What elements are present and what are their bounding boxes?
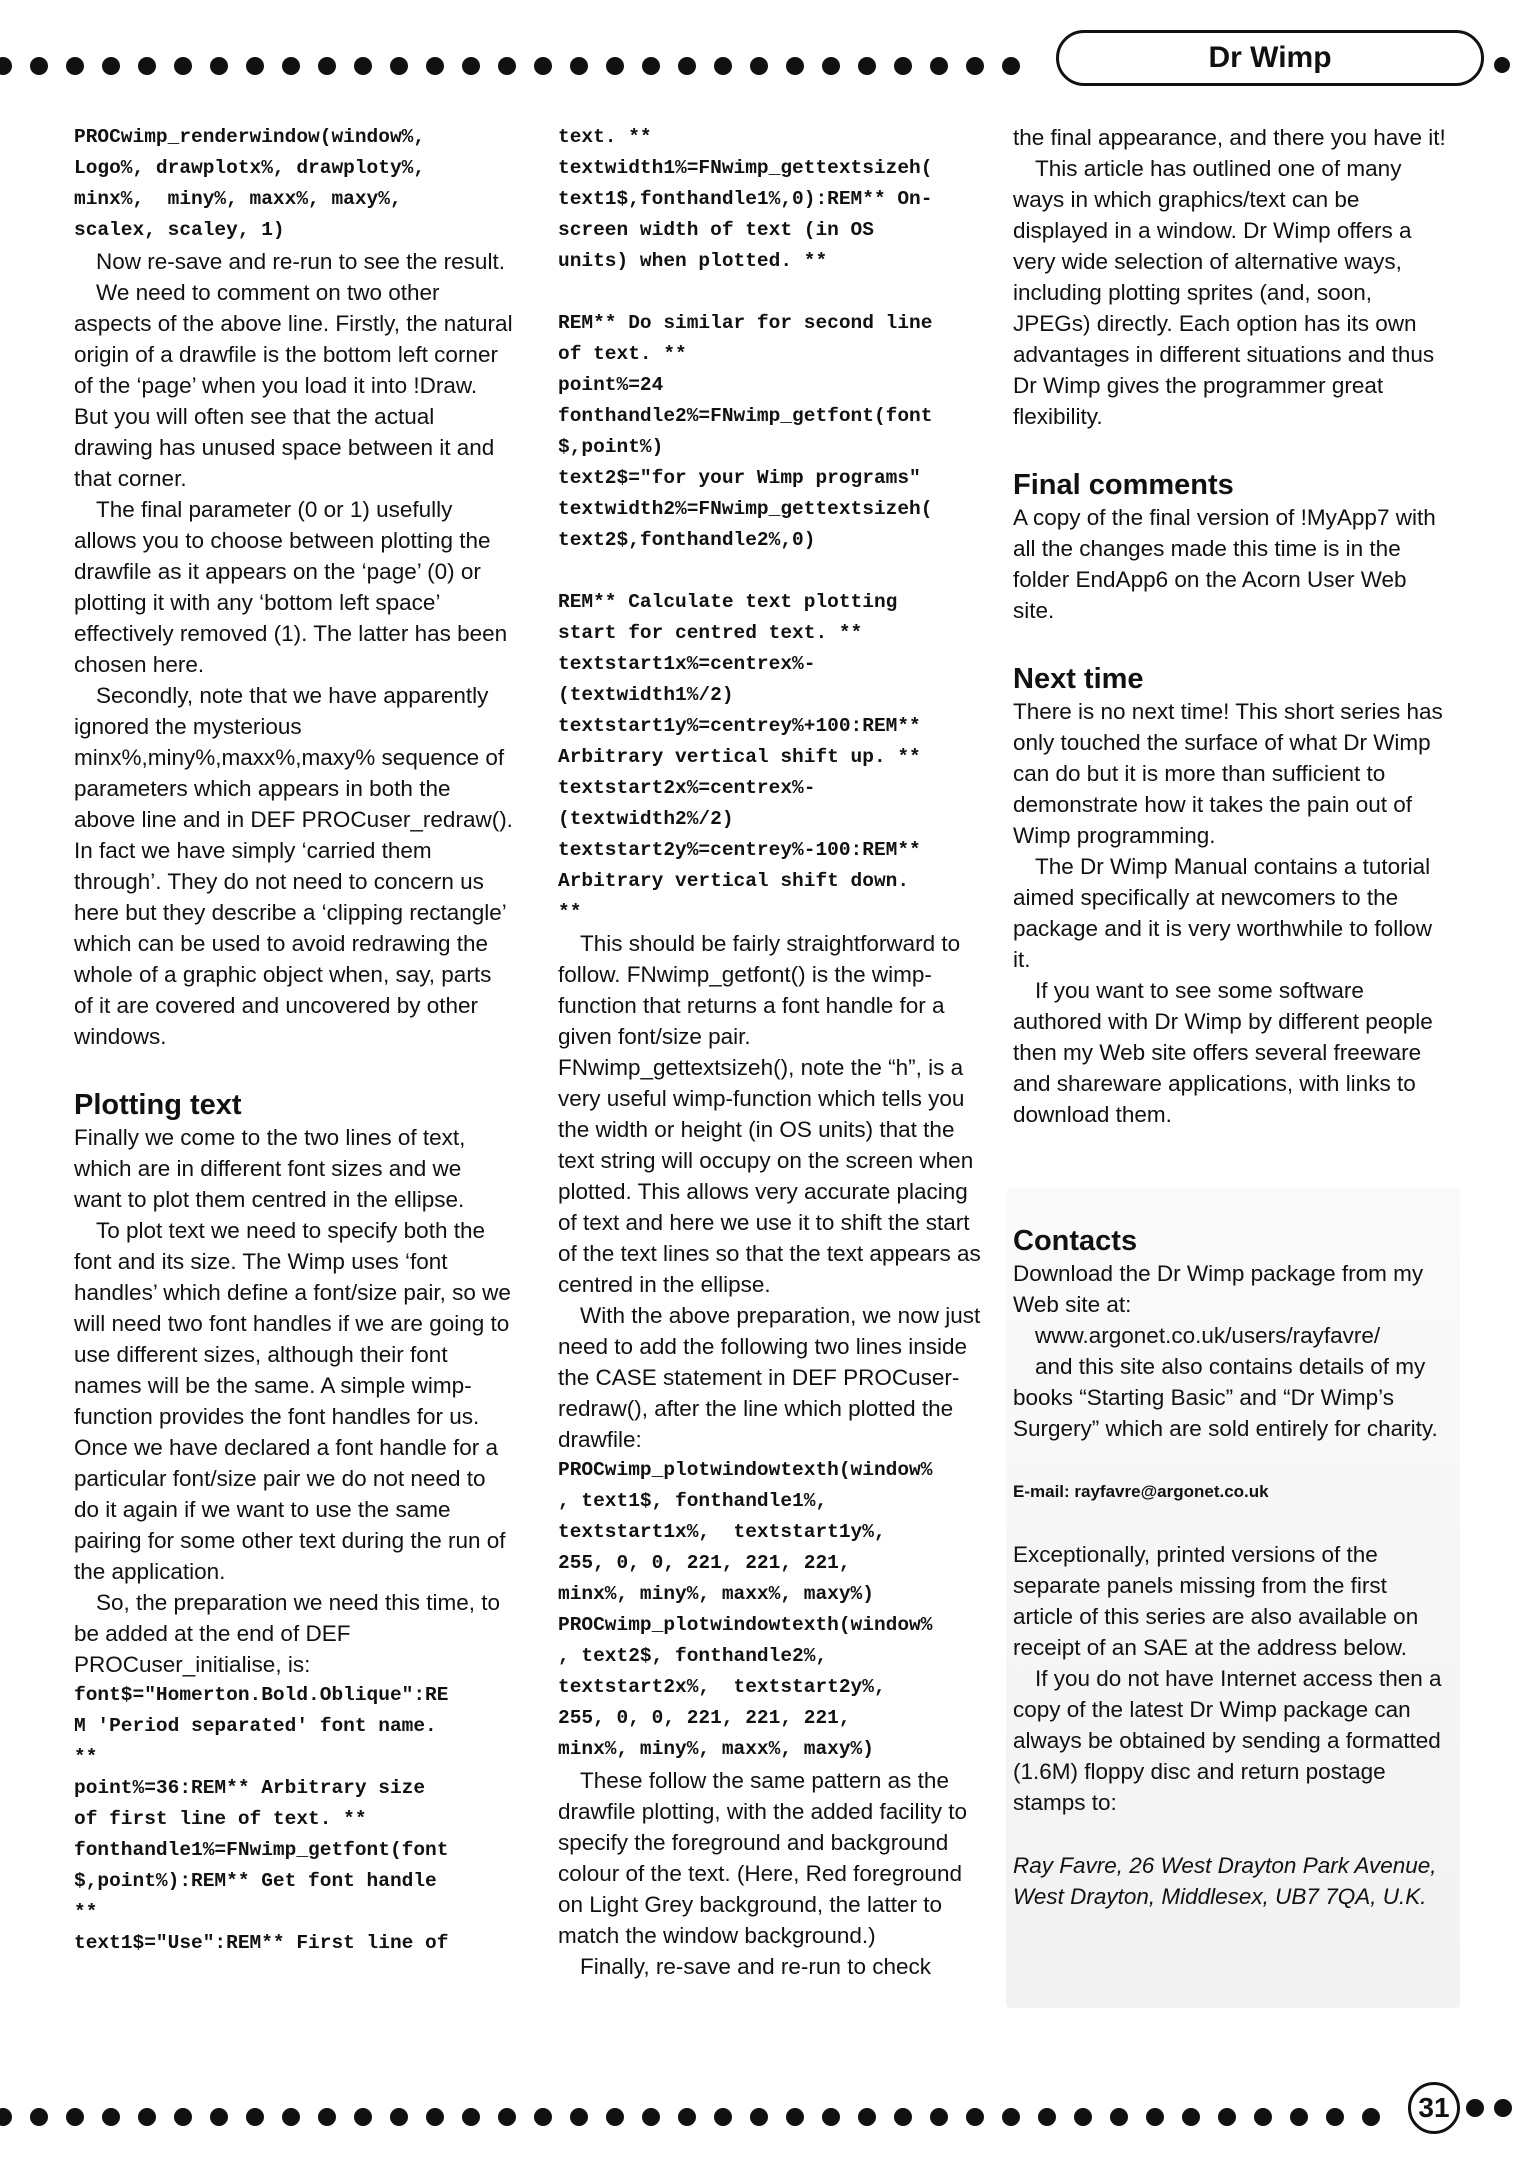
- decorative-dot-icon: [750, 2108, 768, 2126]
- paragraph: If you do not have Internet access then a copy of the latest Dr Wimp package can always be obtained by sending a formatted (1.6M) floppy disc and return postage stamps to:: [1013, 1666, 1442, 1815]
- decorative-dot-icon: [570, 2108, 588, 2126]
- decorative-dot-icon: [246, 2108, 264, 2126]
- decorative-dot-icon: [1002, 2108, 1020, 2126]
- decorative-dot-icon: [246, 57, 264, 75]
- decorative-dot-icon: [1466, 2099, 1484, 2117]
- decorative-dot-icon: [1146, 2108, 1164, 2126]
- decorative-dot-icon: [30, 2108, 48, 2126]
- website-link[interactable]: www.argonet.co.uk/users/rayfavre/: [1035, 1323, 1381, 1348]
- section-title-badge: [1056, 30, 1484, 86]
- section-heading: Plotting text: [74, 1089, 242, 1121]
- paragraph: With the above preparation, we now just need to add the following two lines inside the CASE statement in DEF PROCuser-redraw(), after the line which plotted the drawfile:: [558, 1303, 981, 1452]
- column-3: [1013, 122, 1453, 1130]
- decorative-dot-icon: [1074, 2108, 1092, 2126]
- code-block: REM** Calculate text plotting start for centred text. ** textstart1x%=centrex%- (textwidth1%/2) textstart1y%=centrey%+100:REM** Arbitrary vertical shift up. ** textstart2x%=centrex%- (textwidth2%/2) textstart2y%=centrey%-100:REM** Arbitrary vertical shift down. **: [558, 591, 921, 923]
- paragraph: Finally we come to the two lines of text, which are in different font sizes and we want to plot them centred in the ellipse.: [74, 1125, 466, 1212]
- decorative-dot-icon: [750, 57, 768, 75]
- decorative-dot-icon: [858, 57, 876, 75]
- paragraph: the final appearance, and there you have it!: [1013, 125, 1446, 150]
- paragraph: The Dr Wimp Manual contains a tutorial aimed specifically at newcomers to the package and it is very worthwhile to follow it.: [1013, 854, 1432, 972]
- paragraph: There is no next time! This short series has only touched the surface of what Dr Wimp can do but it is more than sufficient to demonstrate how it takes the pain out of Wimp programming.: [1013, 699, 1443, 848]
- code-block: text. ** textwidth1%=FNwimp_gettextsizeh( text1$,fonthandle1%,0):REM** On- screen width of text (in OS units) when plotted. **: [558, 126, 933, 272]
- contacts-heading: Contacts: [1013, 1225, 1138, 1257]
- page-number-badge: [1408, 2082, 1460, 2134]
- code-block: PROCwimp_plotwindowtexth(window% , text1$, fonthandle1%, textstart1x%, textstart1y%, 255, 0, 0, 221, 221, 221, minx%, miny%, maxx%, maxy%) PROCwimp_plotwindowtexth(window% , text2$, fonthandle2%, textstart2x%, textstart2y%, 255, 0, 0, 221, 221, 221, minx%, miny%, maxx%, maxy%): [558, 1459, 933, 1760]
- paragraph: The final parameter (0 or 1) usefully allows you to choose between plotting the drawfile as it appears on the ‘page’ (0) or plotting it with any ‘bottom left space’ effectively removed (1). The latter has been chosen here.: [74, 497, 508, 677]
- decorative-dot-icon: [318, 57, 336, 75]
- paragraph: and this site also contains details of my books “Starting Basic” and “Dr Wimp’s Surgery” which are sold entirely for charity.: [1013, 1354, 1438, 1441]
- decorative-dot-icon: [102, 57, 120, 75]
- code-block: font$="Homerton.Bold.Oblique":RE M 'Period separated' font name. ** point%=36:REM** Arbitrary size of first line of text. ** fonthandle1%=FNwimp_getfont(font $,point%):REM** Get font handle ** text1$="Use":REM** First line of: [74, 1684, 449, 1954]
- paragraph: So, the preparation we need this time, to be added at the end of DEF PROCuser_initialise, is:: [74, 1590, 500, 1677]
- decorative-dot-icon: [534, 57, 552, 75]
- decorative-dot-icon: [894, 57, 912, 75]
- paragraph: This article has outlined one of many ways in which graphics/text can be displayed in a window. Dr Wimp offers a very wide selection of alternative ways, including plotting sprites (and, soon, JPEGs) directly. Each option has its own advantages in different situations and thus Dr Wimp gives the programmer great flexibility.: [1013, 156, 1435, 429]
- decorative-dot-icon: [1218, 2108, 1236, 2126]
- decorative-dot-icon: [1038, 2108, 1056, 2126]
- decorative-dot-icon: [282, 57, 300, 75]
- decorative-dot-icon: [1362, 2108, 1380, 2126]
- decorative-dot-icon: [138, 2108, 156, 2126]
- decorative-dot-icon: [930, 57, 948, 75]
- decorative-dot-icon: [426, 57, 444, 75]
- decorative-dot-icon: [930, 2108, 948, 2126]
- decorative-dot-icon: [210, 57, 228, 75]
- section-heading: Next time: [1013, 663, 1144, 695]
- decorative-dot-icon: [714, 57, 732, 75]
- paragraph: These follow the same pattern as the drawfile plotting, with the added facility to specify the foreground and background colour of the text. (Here, Red foreground on Light Grey background, the latter to match the window background.): [558, 1768, 967, 1948]
- decorative-dot-icon: [498, 57, 516, 75]
- decorative-dot-icon: [534, 2108, 552, 2126]
- decorative-dot-icon: [1110, 2108, 1128, 2126]
- decorative-dot-icon: [822, 57, 840, 75]
- decorative-dot-icon: [210, 2108, 228, 2126]
- decorative-dot-icon: [786, 57, 804, 75]
- decorative-dot-icon: [678, 57, 696, 75]
- page-number: 31: [1418, 2092, 1450, 2123]
- decorative-dot-icon: [966, 2108, 984, 2126]
- decorative-dot-icon: [0, 2108, 12, 2126]
- decorative-dot-icon: [1494, 57, 1510, 73]
- decorative-dot-icon: [1002, 57, 1020, 75]
- paragraph: Now re-save and re-run to see the result.: [96, 249, 505, 274]
- paragraph: A copy of the final version of !MyApp7 with all the changes made this time is in the folder EndApp6 on the Acorn User Web site.: [1013, 505, 1436, 623]
- decorative-dot-icon: [462, 2108, 480, 2126]
- decorative-dot-icon: [66, 2108, 84, 2126]
- decorative-dot-icon: [714, 2108, 732, 2126]
- decorative-dot-icon: [426, 2108, 444, 2126]
- decorative-dot-icon: [390, 57, 408, 75]
- decorative-dot-icon: [174, 2108, 192, 2126]
- decorative-dot-icon: [30, 57, 48, 75]
- postal-address: Ray Favre, 26 West Drayton Park Avenue, West Drayton, Middlesex, UB7 7QA, U.K.: [1013, 1853, 1437, 1909]
- decorative-dot-icon: [318, 2108, 336, 2126]
- email-link[interactable]: E-mail: rayfavre@argonet.co.uk: [1013, 1482, 1269, 1501]
- decorative-dot-icon: [1326, 2108, 1344, 2126]
- header-dot-row: [0, 57, 1038, 75]
- footer-dot-row: [0, 2108, 1398, 2126]
- decorative-dot-icon: [1494, 2099, 1512, 2117]
- decorative-dot-icon: [894, 2108, 912, 2126]
- decorative-dot-icon: [102, 2108, 120, 2126]
- decorative-dot-icon: [1290, 2108, 1308, 2126]
- decorative-dot-icon: [858, 2108, 876, 2126]
- decorative-dot-icon: [642, 57, 660, 75]
- paragraph: To plot text we need to specify both the font and its size. The Wimp uses ‘font handles’ which define a font/size pair, so we will need two font handles if we are going to use different sizes, although their font names will be the same. A simple wimp-function provides the font handles for us. Once we have declared a font handle for a particular font/size pair we do not need to do it again if we want to use the same pairing for some other text during the run of the application.: [74, 1218, 511, 1584]
- section-heading: Final comments: [1013, 469, 1234, 501]
- section-title: Dr Wimp: [1208, 41, 1332, 74]
- paragraph: Exceptionally, printed versions of the separate panels missing from the first article of this series are also available on receipt of an SAE at the address below.: [1013, 1542, 1419, 1660]
- decorative-dot-icon: [822, 2108, 840, 2126]
- paragraph: This should be fairly straightforward to follow. FNwimp_getfont() is the wimp-function that returns a font handle for a given font/size pair. FNwimp_gettextsizeh(), note the “h”, is a very useful wimp-function which tells you the width or height (in OS units) that the text string will occupy on the screen when plotted. This allows very accurate placing of text and here we use it to shift the start of the text lines so that the text appears as centred in the ellipse.: [558, 931, 981, 1297]
- contacts-panel: [1013, 1224, 1453, 1912]
- decorative-dot-icon: [0, 57, 12, 75]
- paragraph: Download the Dr Wimp package from my Web site at:: [1013, 1261, 1424, 1317]
- column-1: [74, 122, 514, 1959]
- code-block: PROCwimp_renderwindow(window%, Logo%, drawplotx%, drawploty%, minx%, miny%, maxx%, maxy%, scalex, scaley, 1): [74, 126, 426, 241]
- decorative-dot-icon: [642, 2108, 660, 2126]
- code-block: REM** Do similar for second line of text. ** point%=24 fonthandle2%=FNwimp_getfont(font $,point%) text2$="for your Wimp programs" textwidth2%=FNwimp_gettextsizeh( text2$,fonthandle2%,0): [558, 312, 933, 551]
- decorative-dot-icon: [138, 57, 156, 75]
- decorative-dot-icon: [498, 2108, 516, 2126]
- decorative-dot-icon: [390, 2108, 408, 2126]
- decorative-dot-icon: [678, 2108, 696, 2126]
- paragraph: Finally, re-save and re-run to check: [580, 1954, 931, 1979]
- decorative-dot-icon: [606, 2108, 624, 2126]
- decorative-dot-icon: [570, 57, 588, 75]
- decorative-dot-icon: [354, 2108, 372, 2126]
- decorative-dot-icon: [966, 57, 984, 75]
- decorative-dot-icon: [786, 2108, 804, 2126]
- decorative-dot-icon: [1182, 2108, 1200, 2126]
- paragraph: If you want to see some software authored with Dr Wimp by different people then my Web site offers several freeware and shareware applications, with links to download them.: [1013, 978, 1433, 1127]
- paragraph: We need to comment on two other aspects of the above line. Firstly, the natural origin of a drawfile is the bottom left corner of the ‘page’ when you load it into !Draw. But you will often see that the actual drawing has unused space between it and that corner.: [74, 280, 513, 491]
- column-2: [558, 122, 988, 1982]
- decorative-dot-icon: [1254, 2108, 1272, 2126]
- decorative-dot-icon: [174, 57, 192, 75]
- decorative-dot-icon: [66, 57, 84, 75]
- decorative-dot-icon: [606, 57, 624, 75]
- decorative-dot-icon: [282, 2108, 300, 2126]
- decorative-dot-icon: [462, 57, 480, 75]
- decorative-dot-icon: [354, 57, 372, 75]
- paragraph: Secondly, note that we have apparently ignored the mysterious minx%,miny%,maxx%,maxy% sequence of parameters which appears in both the above line and in DEF PROCuser_redraw(). In fact we have simply ‘carried them through’. They do not need to concern us here but they describe a ‘clipping rectangle’ which can be used to avoid redrawing the whole of a graphic object when, say, parts of it are covered and uncovered by other windows.: [74, 683, 513, 1049]
